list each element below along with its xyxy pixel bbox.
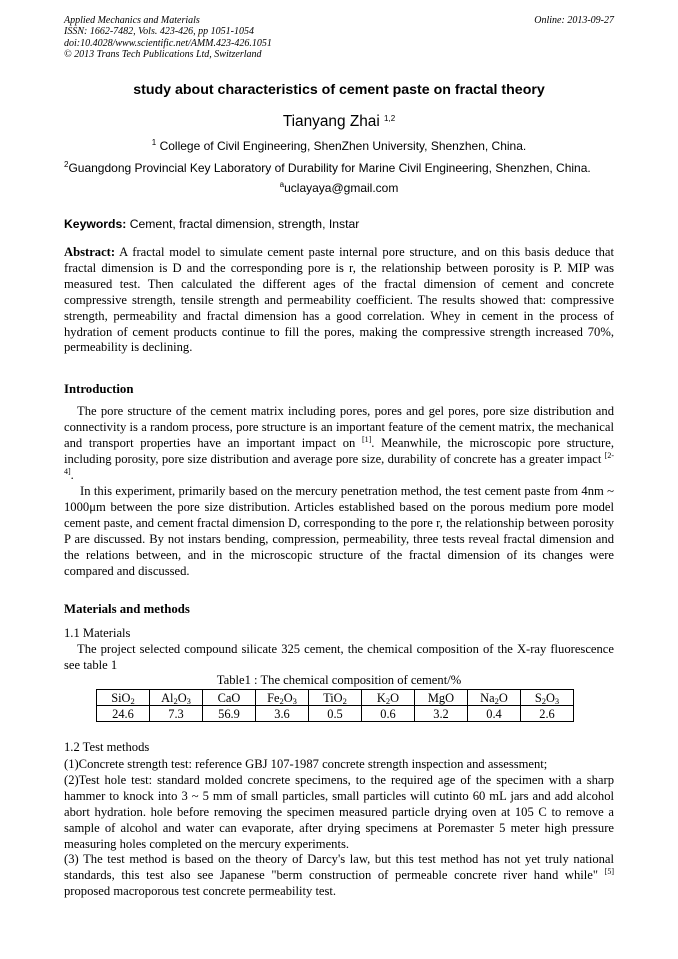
copyright-line: © 2013 Trans Tech Publications Ltd, Switzerland xyxy=(64,49,262,61)
journal-name: Applied Mechanics and Materials xyxy=(64,15,200,26)
aff2-text: Guangdong Provincial Key Laboratory of Durability for Marine Civil Engineering, Shenzhen, China. xyxy=(68,161,591,175)
table-header-cell: $K_2O$ xyxy=(362,690,415,706)
table-header-cell: $Na_2O$ xyxy=(468,690,521,706)
abstract xyxy=(64,245,614,356)
author-email xyxy=(0,181,678,195)
table-header-cell: MgO xyxy=(415,690,468,706)
email-text[interactable]: uclayaya@gmail.com xyxy=(284,181,399,195)
affiliation-2 xyxy=(64,161,591,175)
intro-p1-text-c: . xyxy=(70,467,74,482)
table-header-cell: TiO$_2$ xyxy=(309,690,362,706)
table-header-cell: $Al_2O_3$ xyxy=(150,690,203,706)
materials-subheading: 1.1 Materials xyxy=(64,626,131,640)
table-cell: 0.5 xyxy=(309,706,362,722)
introduction-paragraph-1 xyxy=(64,404,614,484)
table-header-cell: CaO xyxy=(203,690,256,706)
citation-1[interactable]: [1] xyxy=(361,434,372,444)
table-header-row xyxy=(97,690,574,706)
email-mark: a xyxy=(279,180,285,189)
table-cell: 3.2 xyxy=(415,706,468,722)
method-3-text-a: (3) The test method is based on the theory of Darcy's law, but this test method has not yet truly national standards, this test also see Japanese "berm construction of permeable concrete river hand while" xyxy=(64,852,614,883)
table-cell: 0.6 xyxy=(362,706,415,722)
introduction-heading: Introduction xyxy=(64,382,134,396)
table-cell: 24.6 xyxy=(97,706,150,722)
chemical-composition-table xyxy=(96,689,574,722)
aff1-mark: 1 xyxy=(151,138,157,147)
online-date: Online: 2013-09-27 xyxy=(534,15,614,26)
test-methods-list xyxy=(64,757,614,900)
method-3-text-b: proposed macroporous test concrete permeability test. xyxy=(64,884,337,899)
paper-title: study about characteristics of cement paste on fractal theory xyxy=(133,82,545,98)
journal-header xyxy=(64,15,272,61)
table-header-cell: SiO$_2$ xyxy=(97,690,150,706)
author-affiliation-marks: 1,2 xyxy=(384,114,396,123)
author-line xyxy=(0,113,678,131)
issn-line: ISSN: 1662-7482, Vols. 423-426, pp 1051-1054 xyxy=(64,26,254,38)
keywords-line xyxy=(64,217,359,231)
abstract-label: Abstract: xyxy=(64,245,116,259)
keywords-label: Keywords: xyxy=(64,217,127,231)
introduction-paragraph-2: In this experiment, primarily based on the mercury penetration method, the test cement paste from 4nm ~ 1000μm between the pore size distribution. Articles established based on the porous medium pore model cement paste, and cement fractal dimension D, corresponding to the pore r, the relationship between porosity P are discussed. By not instars bending, compression, permeability, three tests reveal fractal dimension and the relations between, and in the microscopic structure of the fractal dimension of its changes were compared and discussed. xyxy=(64,484,614,578)
table-cell: 56.9 xyxy=(203,706,256,722)
method-2: (2)Test hole test: standard molded concrete specimens, to the required age of the specimen with a sharp hammer to knock into 3 ~ 5 mm of small particles, small particles will cutinto 60 mL jars and add alcohol abort hydration. hole before removing the specimen measured particle drying oven at 105 C to remove a sample of alcohol and water can evaporate, after drying specimens at Poremaster 5 meter high pressure measuring holes completed on the mercury experiments. xyxy=(64,772,614,851)
table-value-row xyxy=(97,706,574,722)
table-header-cell: $S_2O_3$ xyxy=(521,690,574,706)
table-header-cell: $Fe_2O_3$ xyxy=(256,690,309,706)
test-methods-subheading: 1.2 Test methods xyxy=(64,740,150,754)
table-cell: 7.3 xyxy=(150,706,203,722)
author-name: Tianyang Zhai xyxy=(282,113,385,130)
aff2-mark: 2 xyxy=(64,160,69,169)
keywords-text: Cement, fractal dimension, strength, Instar xyxy=(126,217,360,231)
citation-2-4[interactable]: [2-4] xyxy=(64,450,614,476)
intro-p1-text-a: The pore structure of the cement matrix including pores, pores and gel pores, pore size distribution and connectivity is a random process, pore structure is an important feature of the cement matrix, the mechanical and transport properties have an important impact on xyxy=(64,404,614,450)
aff1-text: College of Civil Engineering, ShenZhen University, Shenzhen, China. xyxy=(156,139,527,153)
method-1: (1)Concrete strength test: reference GBJ 107-1987 concrete strength inspection and assessment; xyxy=(64,757,548,771)
method-3 xyxy=(64,852,614,900)
citation-5[interactable]: [5] xyxy=(604,867,614,877)
table-cell: 0.4 xyxy=(468,706,521,722)
table-cell: 3.6 xyxy=(256,706,309,722)
table-caption: Table1 : The chemical composition of cement/% xyxy=(216,673,462,687)
abstract-text: A fractal model to simulate cement paste internal pore structure, and on this basis deduce that fractal dimension is D and the corresponding pore is r, the relationship between porosity is P. MIP was measured test. Then calculated the different ages of the fractal dimension of cement and concrete compressive strength, tensile strength and permeability coefficient. The results showed that: compressive strength, permeability and fractal dimension has a good correlation. Whey in cement in the process of hydration of cement products continue to fill the pores, making the compressive strength increased 70%, permeability is declining. xyxy=(64,245,614,355)
affiliation-1 xyxy=(0,139,678,153)
doi-line: doi:10.4028/www.scientific.net/AMM.423-426.1051 xyxy=(64,37,272,49)
intro-p1-text-b: . Meanwhile, the microscopic pore structure, including porosity, pore size distribution and average pore size, durability of concrete has a greater impact xyxy=(64,435,614,466)
materials-methods-heading: Materials and methods xyxy=(64,602,190,616)
materials-paragraph: The project selected compound silicate 325 cement, the chemical composition of the X-ray fluorescence see table 1 xyxy=(64,642,614,672)
table-cell: 2.6 xyxy=(521,706,574,722)
